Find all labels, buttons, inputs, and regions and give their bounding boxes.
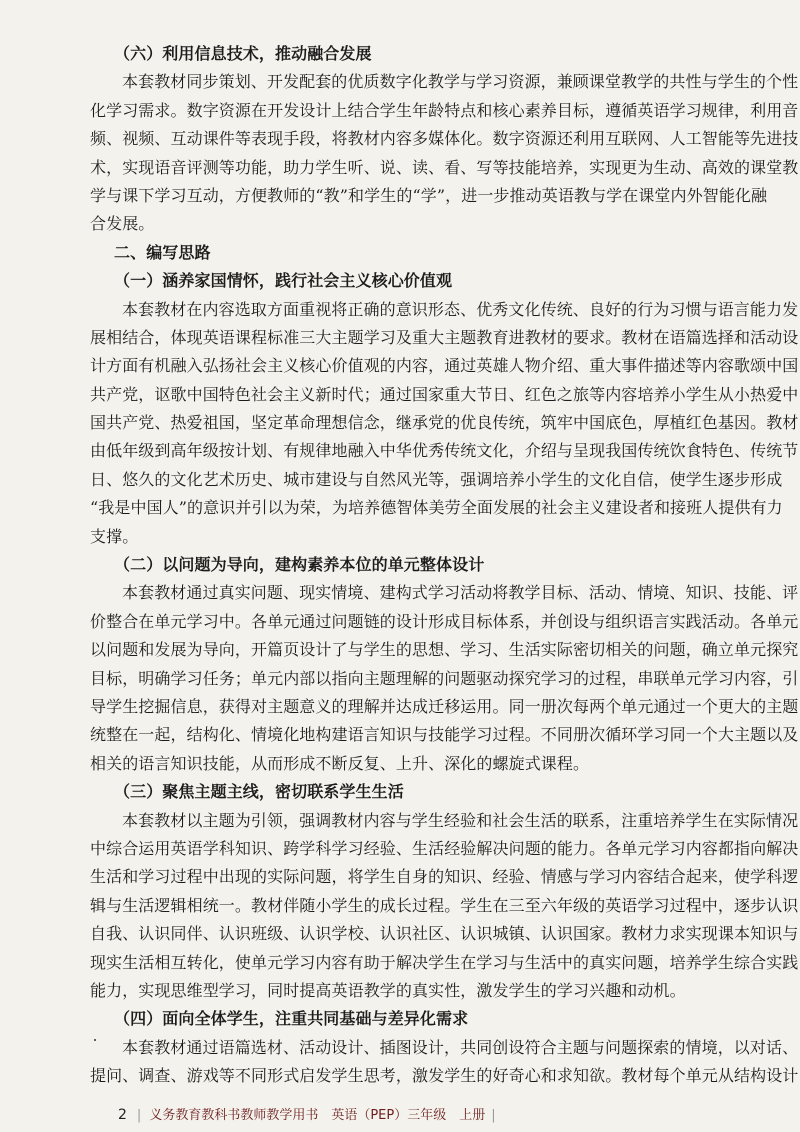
paragraph-line: 学与课下学习互动，方便教师的“教”和学生的“学”，进一步推动英语教与学在课堂内外智能化融 (90, 185, 768, 205)
page-footer (118, 1104, 496, 1123)
page-number: 2 (118, 1107, 127, 1123)
section-heading-3: （三）聚焦主题主线，密切联系学生生活 (114, 782, 404, 802)
paragraph-line: 共产党，讴歌中国特色社会主义新时代；通过国家重大节日、红色之旅等内容培养小学生从小热爱中 (90, 384, 799, 404)
footer-divider: | (136, 1108, 142, 1123)
book-title: 义务教育教科书教师教学用书 英语（PEP）三年级 上册 (149, 1108, 486, 1123)
paragraph-line: 目标，明确学习任务；单元内部以指向主题理解的问题驱动探究学习的过程，串联单元学习内容，引 (90, 668, 799, 688)
paragraph-line: 导学生挖掘信息，获得对主题意义的理解并达成迁移运用。同一册次每两个单元通过一个更大的主题 (90, 696, 799, 716)
section-heading-4: （四）面向全体学生，注重共同基础与差异化需求 (114, 1009, 469, 1029)
section-heading-2: （二）以问题为导向，建构素养本位的单元整体设计 (114, 555, 485, 575)
paragraph-line: 提问、调查、游戏等不同形式启发学生思考，激发学生的好奇心和求知欲。教材每个单元从结构设计 (90, 1066, 799, 1086)
paragraph-line: 本套教材同步策划、开发配套的优质数字化教学与学习资源，兼顾课堂教学的共性与学生的个性 (122, 72, 799, 92)
paragraph-line: 现实生活相互转化，使单元学习内容有助于解决学生在学习与生活中的真实问题，培养学生综合实践 (90, 952, 799, 972)
section-heading-1: （一）涵养家国情怀，践行社会主义核心价值观 (114, 271, 453, 291)
paragraph-line: 价整合在单元学习中。各单元通过问题链的设计形成目标体系，并创设与组织语言实践活动。各单元 (90, 611, 799, 631)
paragraph-line: 相关的语言知识技能，从而形成不断反复、上升、深化的螺旋式课程。 (90, 753, 590, 773)
paragraph-line: 能力，实现思维型学习，同时提高英语教学的真实性，激发学生的学习兴趣和动机。 (90, 980, 686, 1000)
paragraph-line: 统整在一起，结构化、情境化地构建语言知识与技能学习过程。不同册次循环学习同一个大主题以及 (90, 725, 799, 745)
paragraph-line: 国共产党、热爱祖国，坚定革命理想信念，继承党的优良传统，筑牢中国底色，厚植红色基因。教材 (90, 413, 799, 433)
paragraph-line: 展相结合，体现英语课程标准三大主题学习及重大主题教育进教材的要求。教材在语篇选择和活动设 (90, 327, 799, 347)
paragraph-line: 计方面有机融入弘扬社会主义核心价值观的内容，通过英雄人物介绍、重大事件描述等内容歌颂中国 (90, 356, 799, 376)
paragraph-line: 本套教材通过语篇选材、活动设计、插图设计，共同创设符合主题与问题探索的情境，以对话、 (122, 1037, 799, 1057)
paragraph-line: 中综合运用英语学科知识、跨学科学习经验、生活经验解决问题的能力。各单元学习内容都指向解决 (90, 838, 799, 858)
paragraph-line: 支撑。 (90, 526, 139, 546)
paragraph-line: 化学习需求。数字资源在开发设计上结合学生年龄特点和核心素养目标，遵循英语学习规律，利用音 (90, 100, 799, 120)
paragraph-line: 自我、认识同伴、认识班级、认识学校、认识社区、认识城镇、认识国家。教材力求实现课本知识与 (90, 924, 799, 944)
paragraph-line: 合发展。 (90, 214, 155, 234)
paragraph-line: 术，实现语音评测等功能，助力学生听、说、读、看、写等技能培养，实现更为生动、高效的课堂教 (90, 157, 799, 177)
page-body (90, 40, 799, 1090)
stray-mark (94, 1039, 96, 1041)
paragraph-line: 本套教材通过真实问题、现实情境、建构式学习活动将教学目标、活动、情境、知识、技能、评 (122, 583, 799, 603)
paragraph-line: “我是中国人”的意识并引以为荣，为培养德智体美劳全面发展的社会主义建设者和接班人提供有力 (90, 498, 783, 518)
paragraph-line: 本套教材在内容选取方面重视将正确的意识形态、优秀文化传统、良好的行为习惯与语言能力发 (122, 299, 799, 319)
paragraph-line: 以问题和发展为导向，开篇页设计了与学生的思想、学习、生活实际密切相关的问题，确立单元探究 (90, 640, 799, 660)
paragraph-line: 本套教材以主题为引领，强调教材内容与学生经验和社会生活的联系，注重培养学生在实际情况 (122, 810, 799, 830)
paragraph-line: 频、视频、互动课件等表现手段，将教材内容多媒体化。数字资源还利用互联网、人工智能等先进技 (90, 129, 799, 149)
paragraph-line: 由低年级到高年级按计划、有规律地融入中华优秀传统文化，介绍与呈现我国传统饮食特色、传统节 (90, 441, 799, 461)
footer-divider: | (491, 1108, 496, 1123)
paragraph-line: 日、悠久的文化艺术历史、城市建设与自然风光等，强调培养小学生的文化自信，使学生逐步形成 (90, 469, 783, 489)
part-heading: 二、编写思路 (114, 242, 211, 262)
paragraph-line: 辑与生活逻辑相统一。教材伴随小学生的成长过程。学生在三至六年级的英语学习过程中，逐步认识 (90, 895, 799, 915)
paragraph-line: 生活和学习过程中出现的实际问题，将学生自身的知识、经验、情感与学习内容结合起来，使学科逻 (90, 867, 799, 887)
section-heading-6: （六）利用信息技术，推动融合发展 (114, 44, 372, 63)
